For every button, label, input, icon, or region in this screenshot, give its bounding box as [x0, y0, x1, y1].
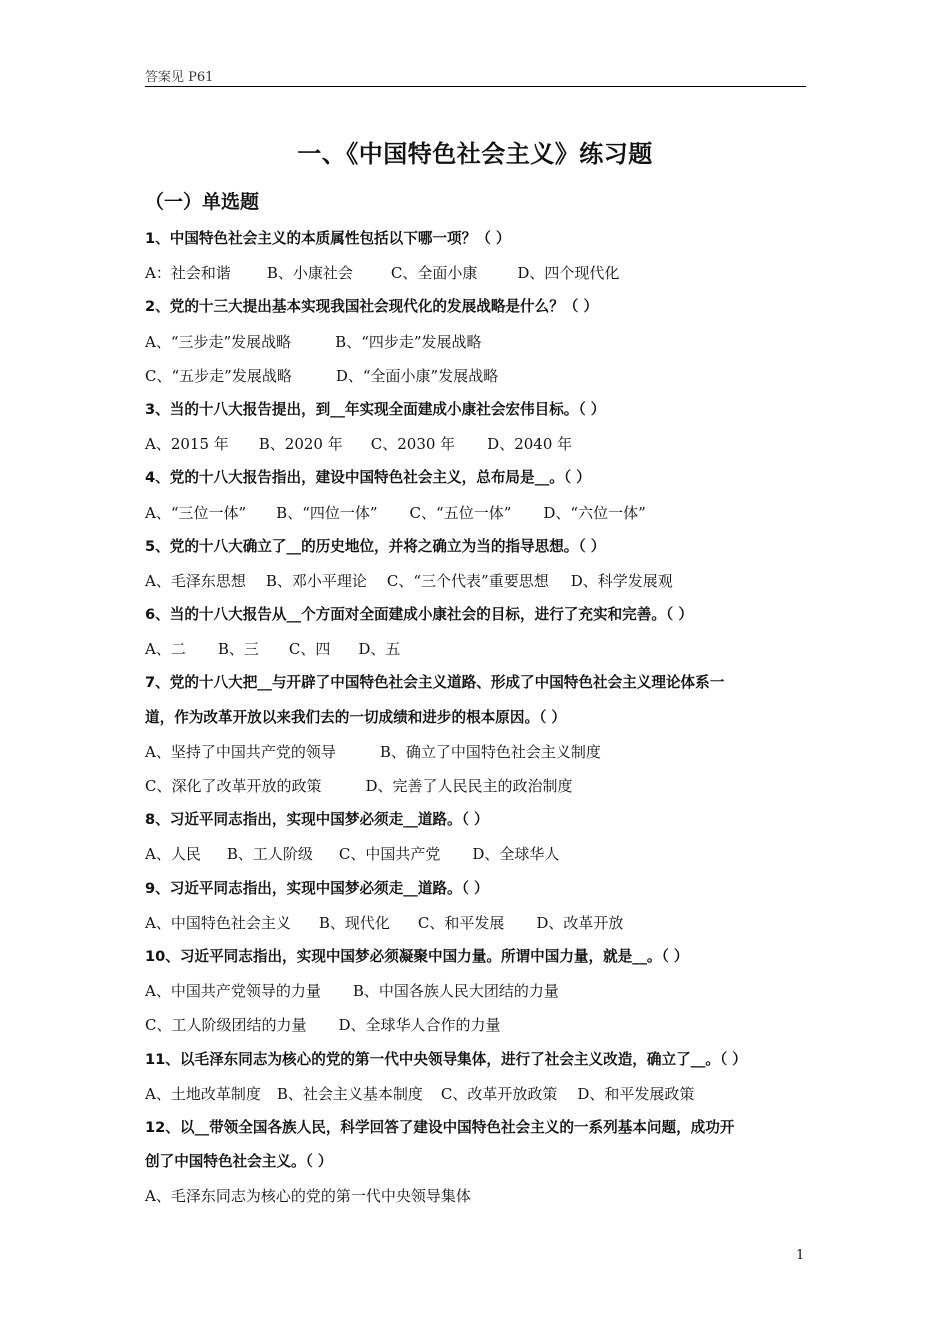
option-choice: B、“四位一体”	[276, 503, 378, 522]
option-choice: D、“全面小康”发展战略	[335, 366, 499, 385]
option-choice: C、四	[288, 640, 331, 659]
question-text: 3、当的十八大报告提出，到__年实现全面建成小康社会宏伟目标。（ ）	[145, 400, 606, 418]
option-row	[145, 427, 810, 461]
option-choice: B、小康社会	[266, 264, 353, 283]
option-row	[145, 256, 810, 290]
option-choice: D、五	[358, 640, 401, 659]
option-row	[145, 325, 810, 359]
option-choice: D、全球华人合作的力量	[338, 1016, 501, 1035]
option-row	[145, 769, 810, 803]
option-choice: C、2030 年	[370, 435, 456, 454]
option-choice: C、改革开放政策	[440, 1084, 558, 1103]
option-choice: C、全面小康	[390, 264, 478, 283]
page-number: 1	[796, 1248, 805, 1263]
option-choice: B、2020 年	[258, 435, 343, 454]
option-choice: D、全球华人	[472, 845, 560, 864]
option-choice: D、“六位一体”	[543, 503, 646, 522]
page-header	[145, 64, 806, 87]
option-choice: C、工人阶级团结的力量	[145, 1016, 307, 1035]
option-row	[145, 1008, 810, 1042]
option-choice: A、人民	[145, 845, 201, 864]
option-choice: B、社会主义基本制度	[276, 1084, 423, 1103]
option-choice: B、“四步走”发展战略	[335, 332, 482, 351]
question-text: 7、党的十八大把__与开辟了中国特色社会主义道路、形成了中国特色社会主义理论体系一	[145, 674, 725, 692]
option-choice: A、毛泽东思想	[145, 571, 246, 590]
option-choice: D、科学发展观	[570, 571, 673, 590]
option-choice: C、“五步走”发展战略	[145, 366, 292, 385]
option-choice: A、坚持了中国共产党的领导	[145, 742, 336, 761]
option-choice: A、“三步走”发展战略	[145, 332, 292, 351]
option-choice: A：社会和谐	[145, 264, 231, 283]
question-text: 12、以__带领全国各族人民，科学回答了建设中国特色社会主义的一系列基本问题，成功开	[145, 1118, 735, 1136]
option-choice: C、“三个代表”重要思想	[386, 571, 549, 590]
option-choice: C、和平发展	[417, 913, 505, 932]
option-choice: B、三	[217, 640, 259, 659]
option-choice: D、改革开放	[536, 913, 624, 932]
option-choice: D、和平发展政策	[577, 1084, 695, 1103]
question-text: 10、习近平同志指出，实现中国梦必须凝聚中国力量。所谓中国力量，就是__。（ ）	[145, 947, 689, 965]
option-choice: B、邓小平理论	[265, 571, 367, 590]
option-row	[145, 632, 810, 666]
question-list	[145, 222, 810, 1213]
question-text: 11、以毛泽东同志为核心的党的第一代中央领导集体，进行了社会主义改造，确立了__。（ ）	[145, 1050, 747, 1068]
option-row	[145, 906, 810, 940]
question-text: 9、习近平同志指出，实现中国梦必须走__道路。（ ）	[145, 879, 489, 897]
option-choice: D、2040 年	[487, 435, 573, 454]
question-text: 道，作为改革开放以来我们去的一切成绩和进步的根本原因。（ ）	[145, 708, 567, 726]
option-choice: C、“五位一体”	[409, 503, 512, 522]
option-row	[145, 359, 810, 393]
option-choice: D、完善了人民民主的政治制度	[365, 777, 573, 795]
question-text: 2、党的十三大提出基本实现我国社会现代化的发展战略是什么？（ ）	[145, 298, 599, 316]
option-choice: A、二	[145, 640, 186, 659]
option-choice: B、确立了中国特色社会主义制度	[379, 742, 601, 761]
option-choice: B、中国各族人民大团结的力量	[352, 982, 559, 1001]
option-choice: A、2015 年	[145, 435, 229, 454]
option-choice: C、中国共产党	[338, 845, 441, 864]
option-row	[145, 837, 810, 871]
option-choice: A、中国共产党领导的力量	[145, 982, 321, 1001]
option-choice: A、“三位一体”	[145, 503, 247, 522]
section-heading: （一）单选题	[145, 191, 260, 213]
question-text: 6、当的十八大报告从__个方面对全面建成小康社会的目标，进行了充实和完善。（ ）	[145, 606, 693, 624]
page-title: 一、《中国特色社会主义》练习题	[297, 140, 653, 168]
option-choice: B、工人阶级	[226, 845, 313, 864]
header-text: 答案见 P61	[145, 70, 214, 85]
question-text: 8、习近平同志指出，实现中国梦必须走__道路。（ ）	[145, 811, 489, 829]
question-text: 1、中国特色社会主义的本质属性包括以下哪一项？（ ）	[145, 230, 511, 247]
question-text: 4、党的十八大报告指出，建设中国特色社会主义，总布局是__。（ ）	[145, 469, 591, 487]
option-choice: D、四个现代化	[517, 264, 620, 283]
option-choice: A、土地改革制度	[145, 1084, 261, 1103]
option-choice: A、中国特色社会主义	[145, 913, 291, 932]
option-choice: C、深化了改革开放的政策	[145, 777, 322, 795]
option-row	[145, 1179, 810, 1213]
option-row	[145, 1077, 810, 1111]
option-row	[145, 496, 810, 530]
option-row	[145, 974, 810, 1008]
option-row	[145, 735, 810, 769]
question-text: 创了中国特色社会主义。（ ）	[145, 1153, 333, 1171]
option-choice: B、现代化	[318, 913, 390, 932]
option-choice: A、毛泽东同志为核心的党的第一代中央领导集体	[145, 1187, 471, 1206]
question-text: 5、党的十八大确立了__的历史地位，并将之确立为当的指导思想。（ ）	[145, 537, 606, 555]
option-row	[145, 564, 810, 598]
